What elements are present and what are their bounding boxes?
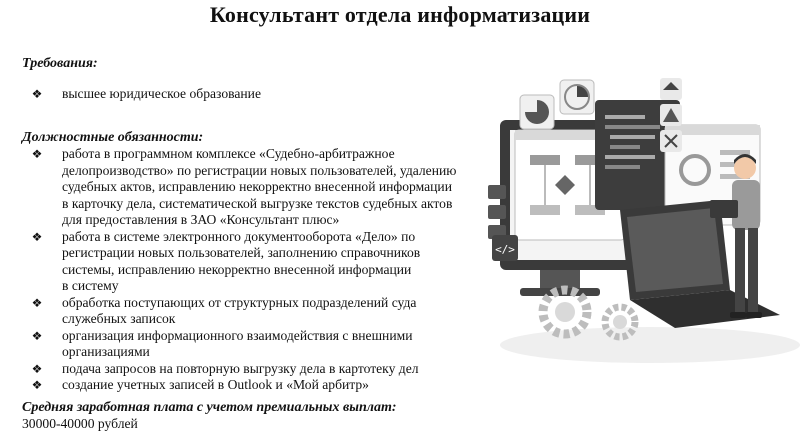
list-item <box>30 361 470 378</box>
bullet-icon: ❖ <box>31 328 43 343</box>
list-item-text: системы, исправлению некорректно внесенной информации <box>62 261 412 277</box>
code-icon <box>492 235 518 261</box>
requirements-list <box>30 86 470 103</box>
list-item <box>30 328 470 361</box>
list-item-text: судебных актов, исправлению некорректно внесенной информации <box>62 179 452 194</box>
pie-chart-icon-2 <box>560 80 594 114</box>
list-item <box>30 86 470 103</box>
list-item <box>30 377 470 394</box>
bullet-icon: ❖ <box>31 147 43 161</box>
list-item-text: организациями <box>62 344 150 359</box>
list-item-text: создание учетных записей в Outlook и «Мой арбитр» <box>62 377 369 392</box>
pie-chart-icon <box>520 95 554 129</box>
bullet-icon: ❖ <box>31 378 43 392</box>
list-item-text: работа в программном комплексе «Судебно-арбитражное <box>62 146 395 161</box>
bullet-icon: ❖ <box>31 87 43 101</box>
list-item-text: для предоставления в ЗАО «Консультант плюс» <box>62 212 340 227</box>
bullet-icon: ❖ <box>31 295 43 310</box>
handheld-laptop <box>710 200 738 218</box>
list-item-text: подача запросов на повторную выгрузку дела в картотеку дел <box>62 360 419 376</box>
duties-list <box>30 146 470 394</box>
developer-illustration <box>480 60 800 370</box>
svg-text:</>: </> <box>495 243 515 256</box>
list-item-text: регистрации новых пользователей, заполнению справочников <box>62 245 421 260</box>
requirements-heading: Требования: <box>22 56 98 71</box>
page-title: Консультант отдела информатизации <box>209 2 591 27</box>
floor-shadow <box>500 327 800 363</box>
file-icons <box>488 185 506 239</box>
close-icon <box>660 130 682 152</box>
list-item-text: высшее юридическое образование <box>62 86 261 101</box>
bullet-icon: ❖ <box>31 361 43 376</box>
list-item-text: работа в системе электронного документооборота «Дело» по <box>62 228 416 244</box>
home-icon <box>660 78 682 100</box>
salary-value: 30000-40000 рублей <box>22 416 138 431</box>
list-item-text: в систему <box>62 278 119 293</box>
list-item-text: делопроизводство» по регистрации новых пользователей, удалению <box>62 162 457 178</box>
list-item-text: организация информационного взаимодействия с внешними <box>62 327 413 343</box>
duties-heading: Должностные обязанности: <box>22 130 204 145</box>
list-item <box>30 146 470 229</box>
gear-icon <box>543 290 587 334</box>
list-item-text: в карточку дела, систематической выгрузке текстов судебных актов <box>62 195 453 211</box>
bullet-icon: ❖ <box>31 229 43 244</box>
list-item <box>30 295 470 328</box>
list-item <box>30 229 470 295</box>
salary-heading: Средняя заработная плата с учетом премиальных выплат: <box>22 400 397 415</box>
list-item-text: обработка поступающих от структурных подразделений суда <box>62 294 417 310</box>
list-item-text: служебных записок <box>62 311 176 326</box>
warning-icon <box>660 104 682 126</box>
